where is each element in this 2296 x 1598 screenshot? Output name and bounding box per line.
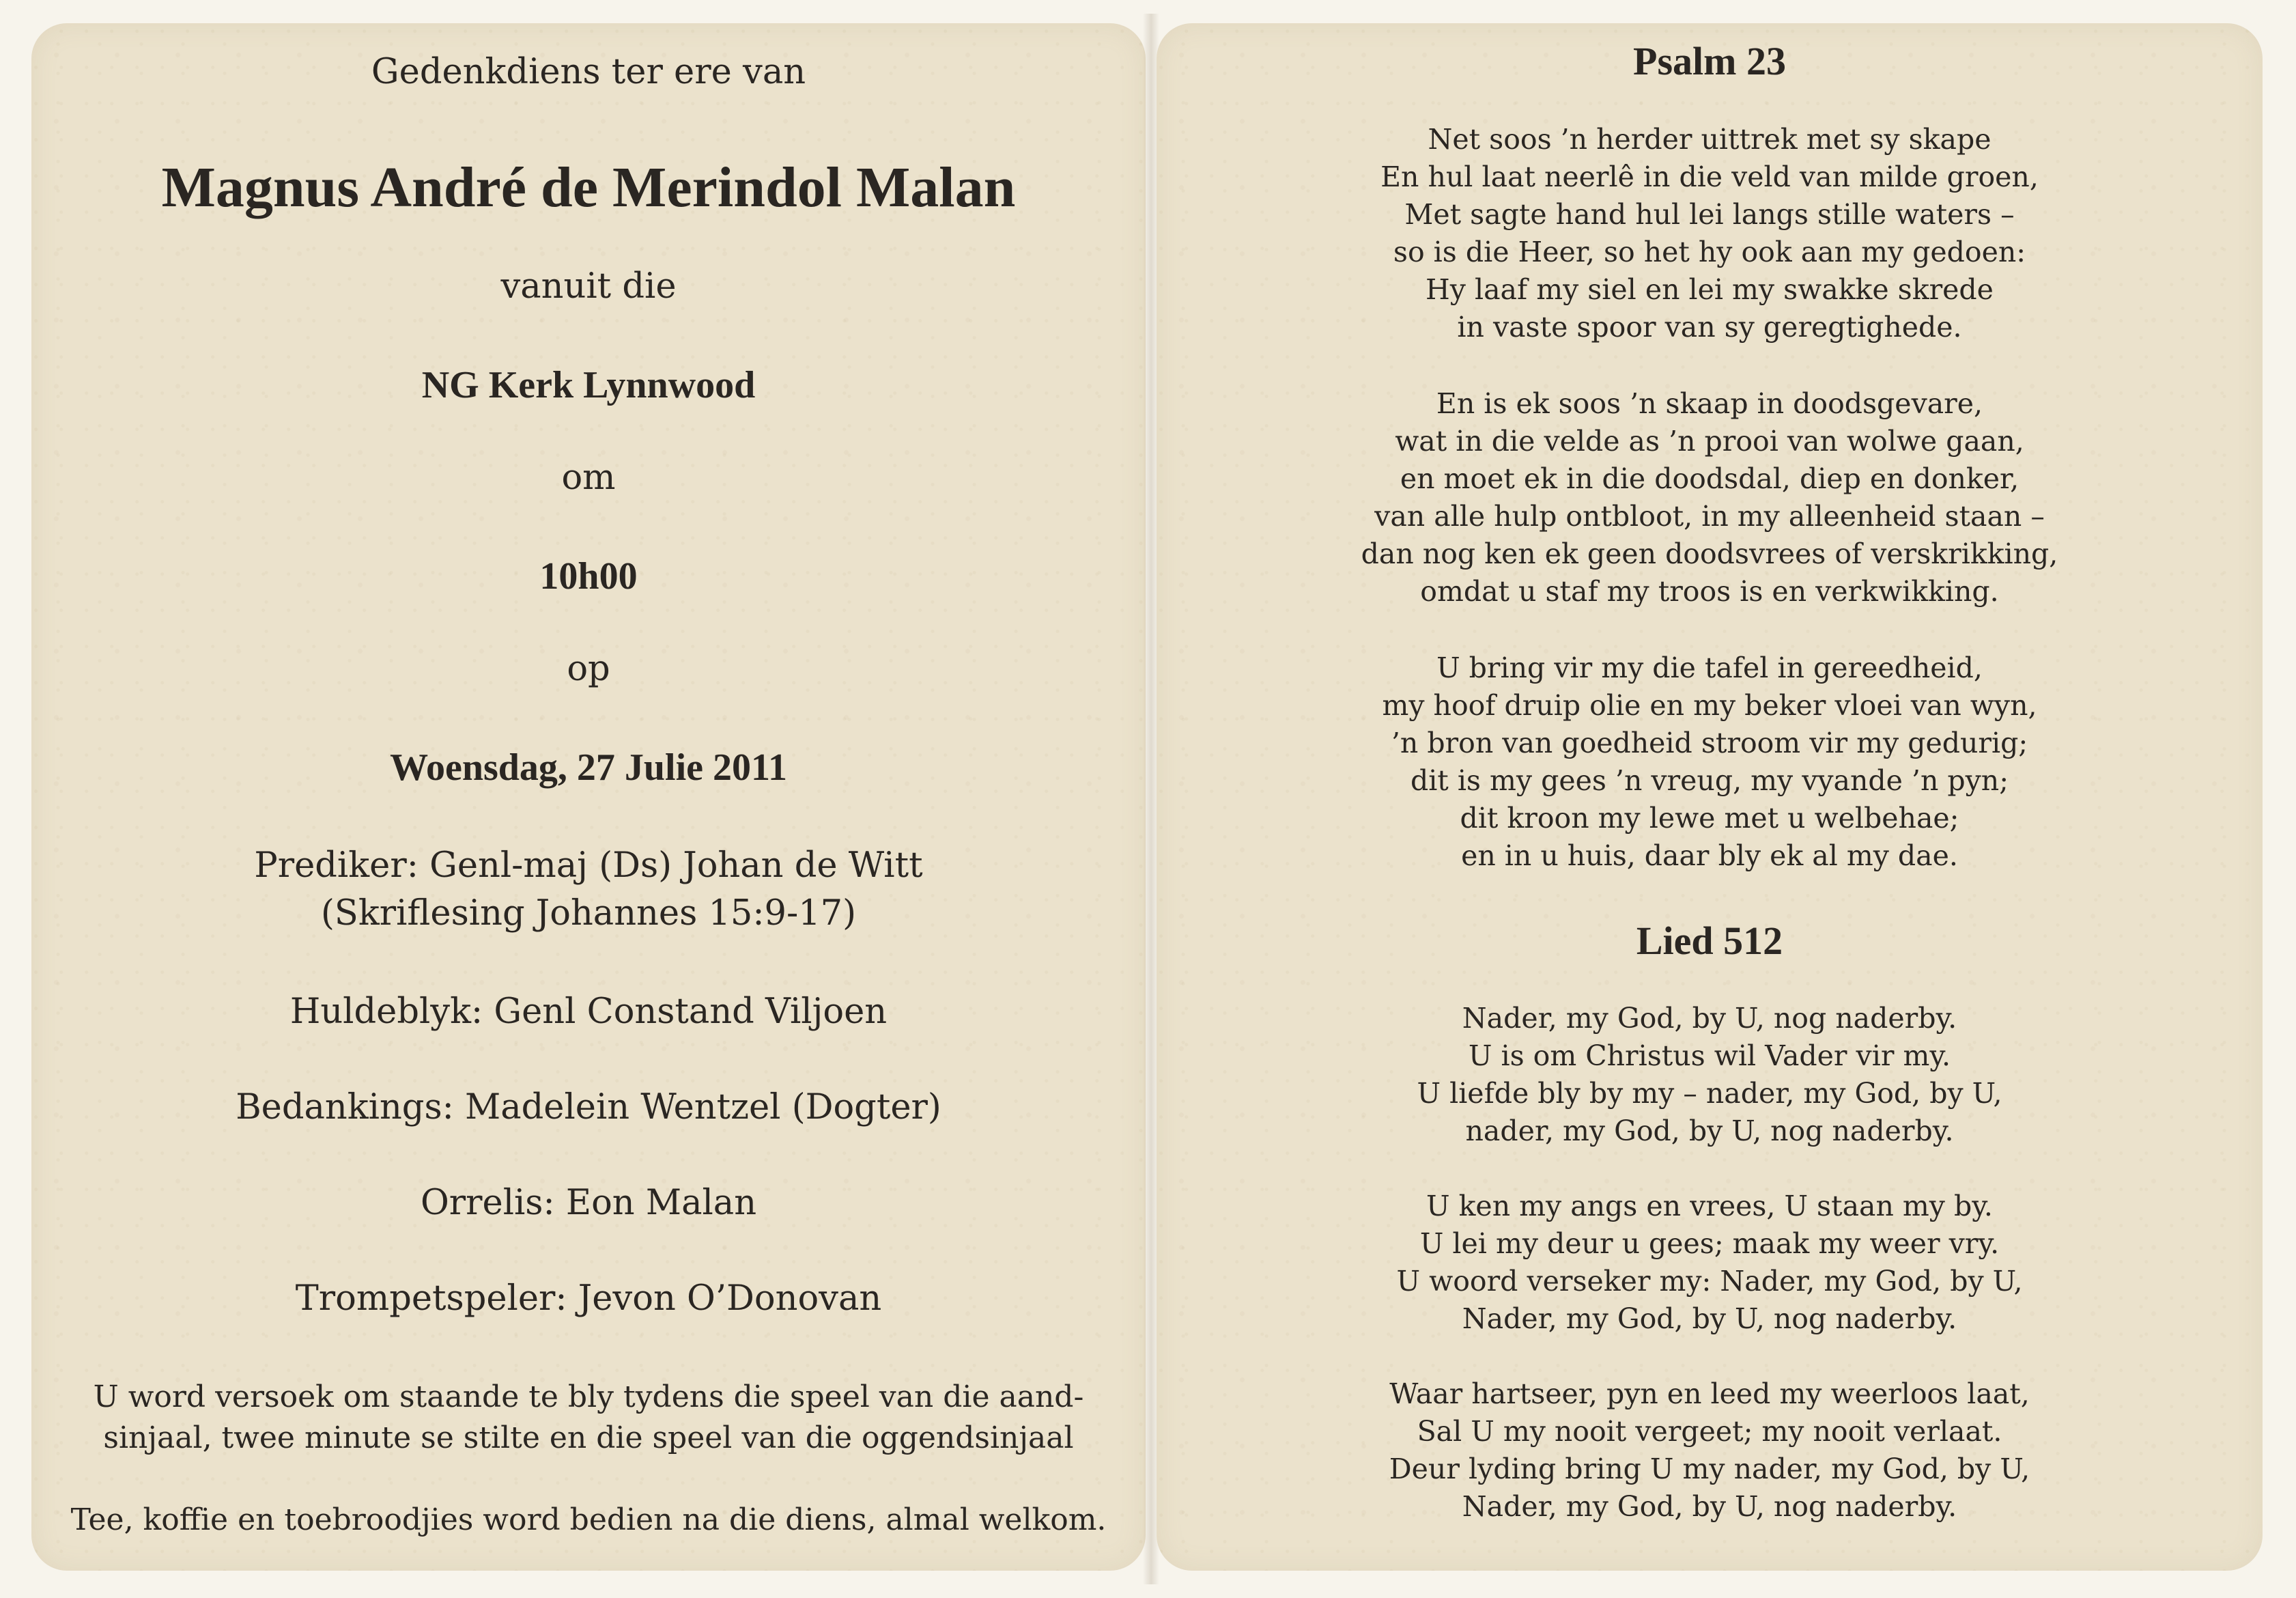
left-page [31,23,1146,1571]
thanks-line: Bedankings: Madelein Wentzel (Dogter) [236,1087,941,1127]
hymn-verse-line: Nader, my God, by U, nog naderby. [1462,1490,1957,1523]
hymn-verse-line: U ken my angs en vrees, U staan my by. [1426,1190,1993,1222]
psalm-verse-line: en in u huis, daar bly ek al my dae. [1461,839,1958,872]
tribute-line: Huldeblyk: Genl Constand Viljoen [289,992,888,1032]
psalm-verse-line: so is die Heer, so het hy ook aan my gedoen: [1393,236,2026,268]
psalm-verse-line: van alle hulp ontbloot, in my alleenheid staan – [1374,500,2045,533]
psalm-verse-line: dit is my gees ’n vreug, my vyande ’n pyn; [1410,764,2009,797]
psalm-verse-line: dan nog ken ek geen doodsvrees of verskrikking, [1361,537,2058,570]
psalm-title: Psalm 23 [1633,39,1786,83]
psalm-verse-line: Met sagte hand hul lei langs stille waters – [1404,198,2015,231]
psalm-verse-line: En is ek soos ’n skaap in doodsgevare, [1436,387,1983,420]
psalm-verse-line: in vaste spoor van sy geregtighede. [1457,311,1962,344]
on-text: op [567,649,610,689]
hymn-verse-line: Nader, my God, by U, nog naderby. [1462,1002,1957,1035]
intro-text: Gedenkdiens ter ere van [371,52,806,92]
psalm-verse-line: En hul laat neerlê in die veld van milde groen, [1380,160,2039,193]
psalm-verse-line: U bring vir my die tafel in gereedheid, [1436,651,1983,684]
psalm-verse-line: omdat u staf my troos is en verkwikking. [1420,575,1999,608]
psalm-verse-line: en moet ek in die doodsdal, diep en donker, [1400,462,2019,495]
psalm-verse-line: ’n bron van goedheid stroom vir my gedurig; [1391,727,2028,759]
church-name: NG Kerk Lynnwood [421,364,756,406]
preacher-line: Prediker: Genl-maj (Ds) Johan de Witt [254,845,923,886]
scripture-reading: (Skriflesing Johannes 15:9-17) [320,893,857,934]
hymn-verse-line: nader, my God, by U, nog naderby. [1465,1115,1954,1147]
hymn-verse-line: U liefde bly by my – nader, my God, by U, [1417,1077,2002,1110]
hymn-verse-line: U lei my deur u gees; maak my weer vry. [1419,1227,2000,1260]
hymn-verse-line: Sal U my nooit vergeet; my nooit verlaat. [1417,1415,2002,1448]
psalm-verse-line: dit kroon my lewe met u welbehae; [1460,802,1959,835]
psalm-verse-line: wat in die velde as ’n prooi van wolwe gaan, [1395,425,2024,458]
request-line-1: U word versoek om staande te bly tydens die speel van die aand- [93,1379,1084,1414]
refreshments-note: Tee, koffie en toebroodjies word bedien na die diens, almal welkom. [70,1502,1107,1537]
hymn-title: Lied 512 [1636,919,1783,963]
hymn-verse-line: U woord verseker my: Nader, my God, by U, [1396,1265,2023,1298]
hymn-verse-line: Nader, my God, by U, nog naderby. [1462,1302,1957,1335]
request-line-2: sinjaal, twee minute se stilte en die speel van die oggendsinjaal [103,1420,1074,1455]
hymn-verse-line: Deur lyding bring U my nader, my God, by U, [1389,1453,2030,1485]
service-date: Woensdag, 27 Julie 2011 [390,746,787,789]
from-text: vanuit die [500,266,677,307]
deceased-name: Magnus André de Merindol Malan [161,156,1016,219]
service-time: 10h00 [539,555,638,598]
hymn-verse-line: Waar hartseer, pyn en leed my weerloos laat, [1389,1377,2030,1410]
organist-line: Orrelis: Eon Malan [420,1183,757,1223]
psalm-verse-line: Net soos ’n herder uittrek met sy skape [1428,123,1992,156]
trumpeter-line: Trompetspeler: Jevon O’Donovan [295,1278,882,1319]
at-text: om [561,458,616,498]
psalm-verse-line: Hy laaf my siel en lei my swakke skrede [1426,273,1994,306]
hymn-verse-line: U is om Christus wil Vader vir my. [1468,1039,1951,1072]
right-page [1157,23,2263,1571]
psalm-verse-line: my hoof druip olie en my beker vloei van wyn, [1382,689,2037,722]
